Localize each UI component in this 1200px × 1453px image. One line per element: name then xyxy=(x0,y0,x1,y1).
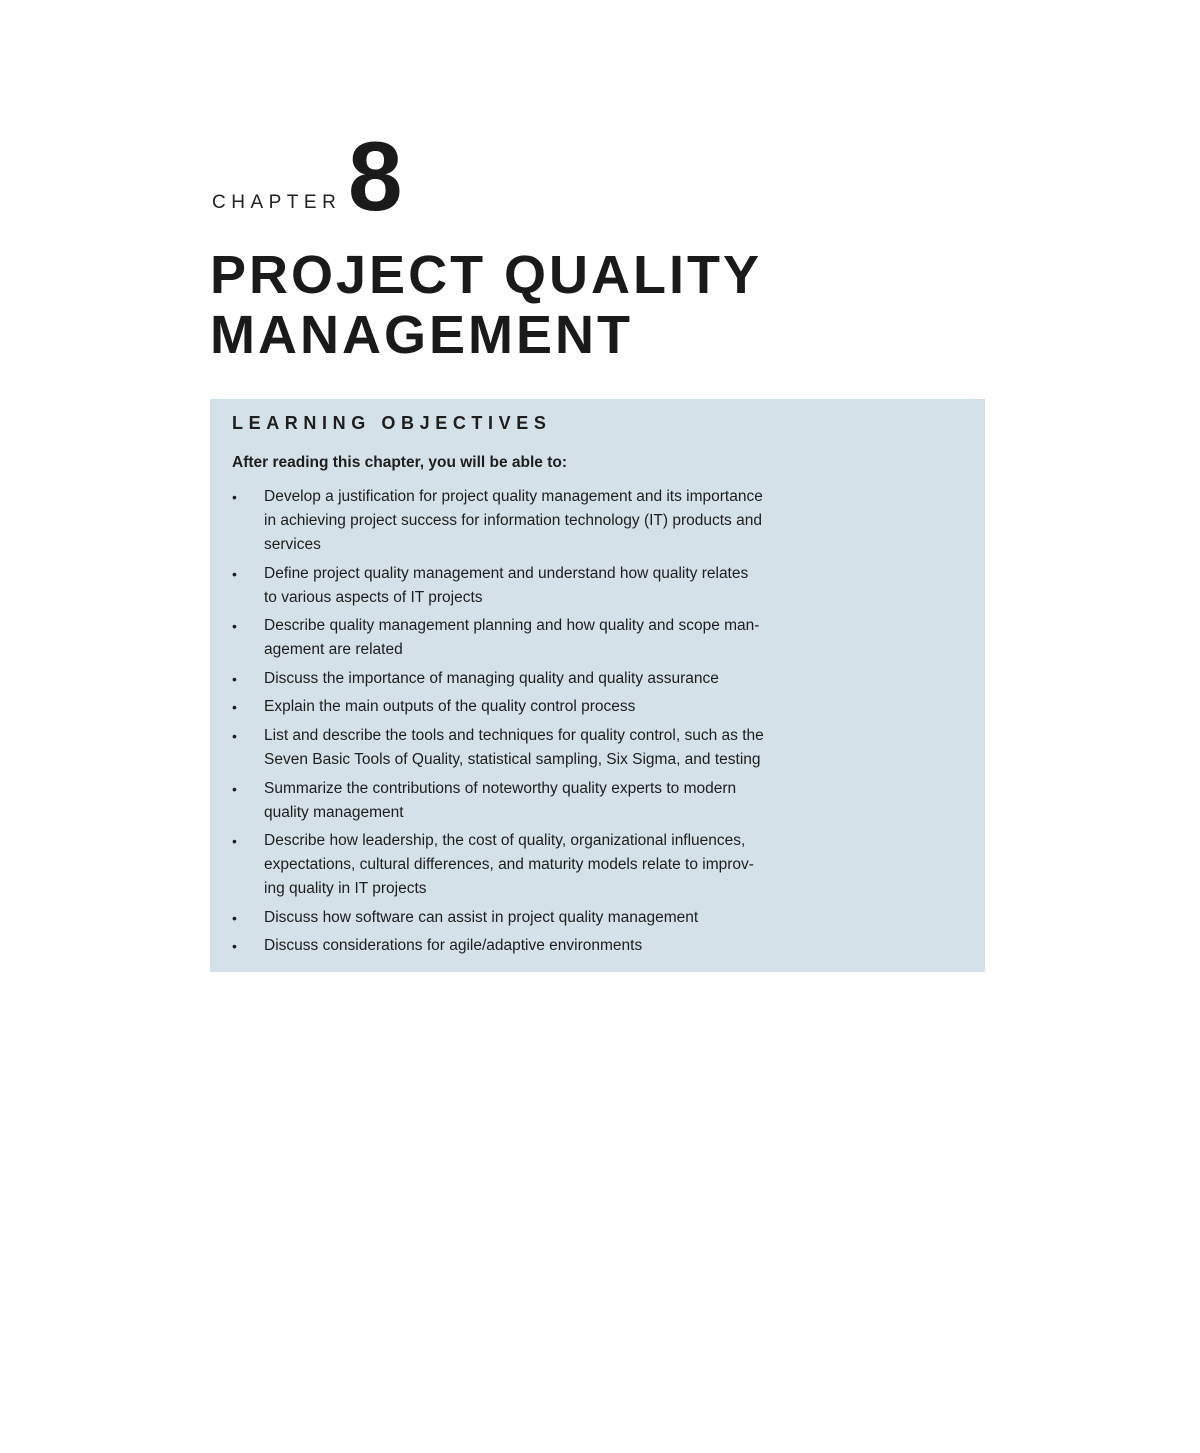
objective-item xyxy=(232,724,832,772)
objective-text-line: services xyxy=(264,536,321,553)
objective-text-line: quality management xyxy=(264,803,404,821)
learning-objectives-box xyxy=(210,399,985,972)
objective-text-line: Describe how leadership, the cost of quality, organizational influences, xyxy=(264,832,746,850)
objective-text-line: expectations, cultural differences, and maturity models relate to improv- xyxy=(264,856,754,874)
bullet-icon: • xyxy=(232,909,237,926)
objective-text-line: List and describe the tools and techniques for quality control, such as the xyxy=(264,726,764,744)
chapter-number: 8 xyxy=(348,121,403,231)
objective-item xyxy=(232,562,832,610)
objective-text-line: Define project quality management and understand how quality relates xyxy=(264,564,749,582)
bullet-icon: • xyxy=(232,833,237,850)
chapter-title-line-1: PROJECT QUALITY xyxy=(210,245,763,305)
objective-item xyxy=(232,614,832,662)
bullet-icon: • xyxy=(232,727,237,744)
objective-text-line: Describe quality management planning and how quality and scope man- xyxy=(264,617,760,635)
objective-item xyxy=(232,934,832,958)
objective-item xyxy=(232,777,832,825)
chapter-title xyxy=(210,245,910,365)
objective-text-line: Discuss the importance of managing quality and quality assurance xyxy=(264,669,719,687)
objective-text-line: Summarize the contributions of noteworthy quality experts to modern xyxy=(264,779,737,797)
chapter-title-line-2: MANAGEMENT xyxy=(210,305,633,365)
objective-item xyxy=(232,667,832,691)
objective-text-line: ing quality in IT projects xyxy=(264,880,427,898)
bullet-icon: • xyxy=(232,699,237,716)
objective-item xyxy=(232,906,832,930)
objective-text-line: Seven Basic Tools of Quality, statistical sampling, Six Sigma, and testing xyxy=(264,750,761,768)
objective-text-line: in achieving project success for information technology (IT) products and xyxy=(264,512,762,529)
objective-text-line: Discuss considerations for agile/adaptive environments xyxy=(264,937,643,955)
chapter-label: CHAPTER xyxy=(212,192,342,213)
objective-item xyxy=(232,829,832,901)
bullet-icon: • xyxy=(232,565,237,582)
objective-text-line: Explain the main outputs of the quality control process xyxy=(264,698,636,716)
objective-item xyxy=(232,695,832,719)
objective-text-line: Discuss how software can assist in project quality management xyxy=(264,908,699,926)
bullet-icon: • xyxy=(232,618,237,635)
bullet-icon: • xyxy=(232,670,237,687)
bullet-icon: • xyxy=(232,780,237,797)
bullet-icon: • xyxy=(232,489,237,505)
objective-text-line: Develop a justification for project quality management and its importance xyxy=(264,488,763,505)
objective-text-line: to various aspects of IT projects xyxy=(264,588,483,606)
objective-item xyxy=(232,485,832,557)
objectives-intro: After reading this chapter, you will be able to: xyxy=(232,454,568,471)
objectives-heading: LEARNING OBJECTIVES xyxy=(232,413,552,433)
objective-text-line: agement are related xyxy=(264,641,403,659)
bullet-icon: • xyxy=(232,938,237,955)
objectives-list xyxy=(232,485,832,963)
chapter-header xyxy=(212,121,612,231)
